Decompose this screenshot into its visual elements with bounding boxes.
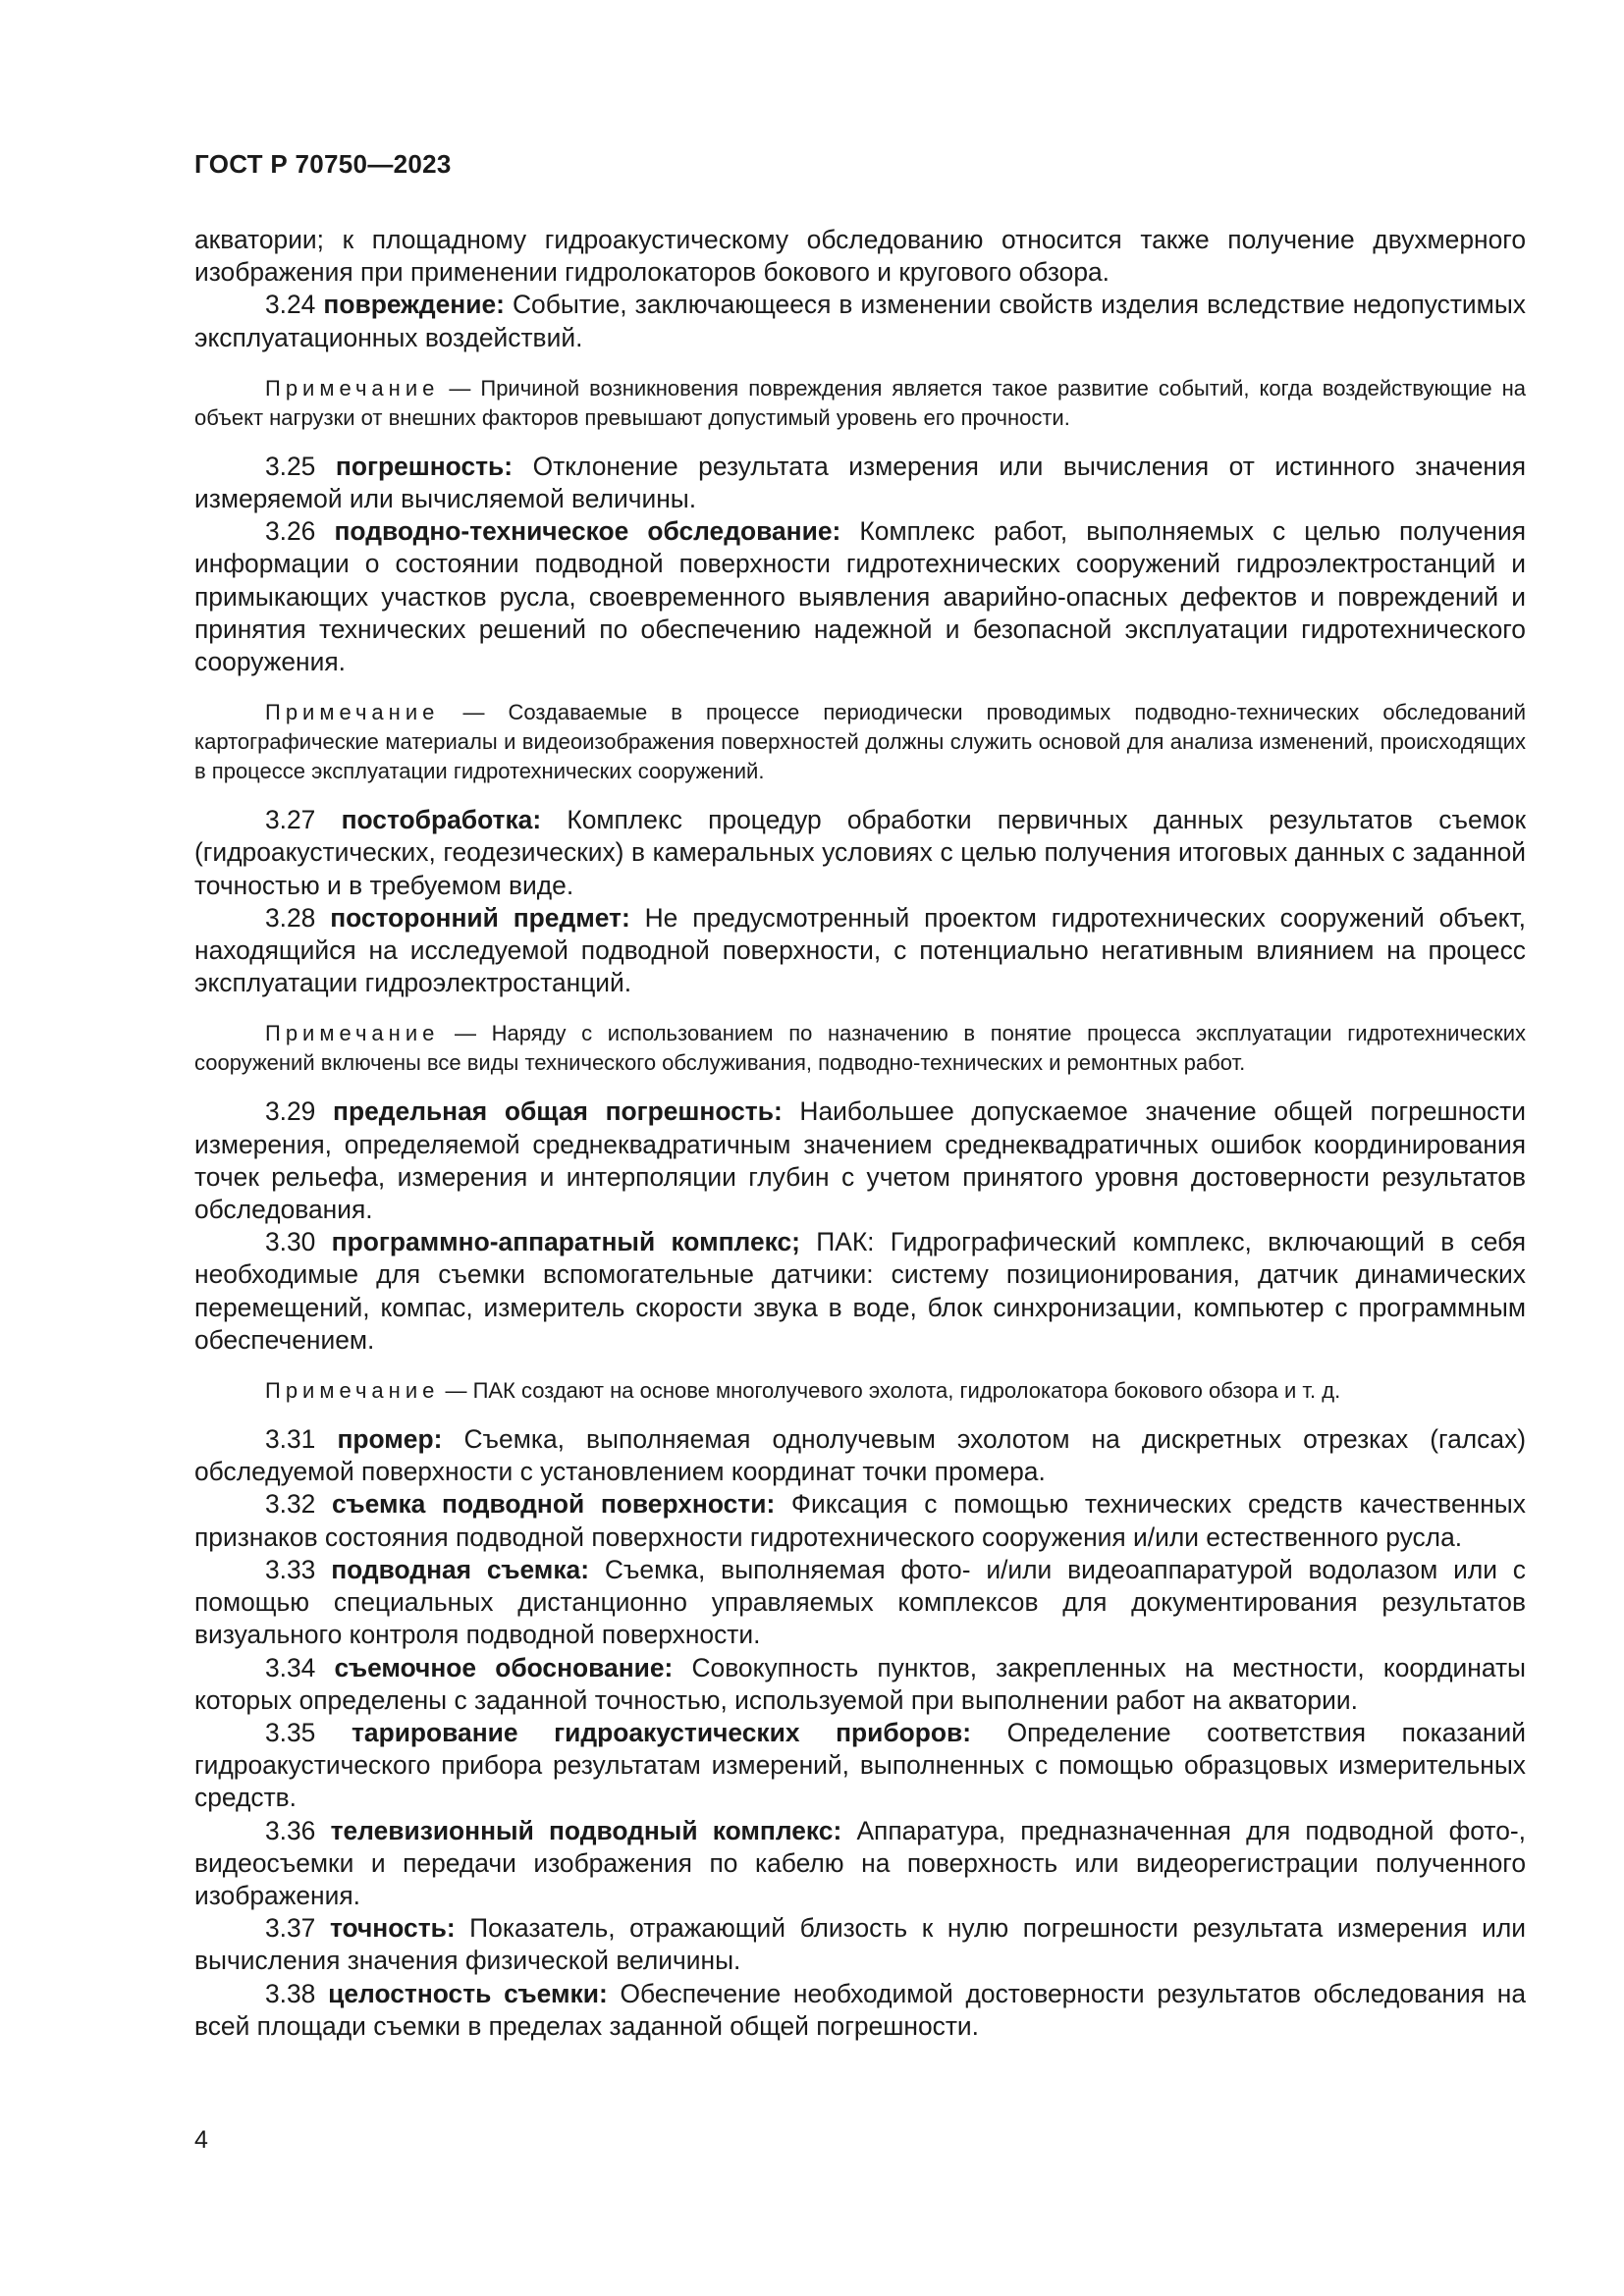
definition-text: Аппаратура, предназначенная для подводной фото-, видеосъемки и передачи изображения по кабелю на поверхность или видеорегистрации полученного изображения. (194, 1815, 1526, 1910)
note-label: Примечание (265, 700, 440, 725)
note-label: Примечание (265, 1021, 440, 1046)
note-text: — Создаваемые в процессе периодически проводимых подводно-технических обследований картографические материалы и видеоизображения поверхностей должны служить основой для анализа изменений, происходящих в процессе эксплуатации гидротехнических сооружений. (194, 700, 1526, 784)
definition-paragraph (194, 1488, 1526, 1553)
definition-paragraph (194, 1652, 1526, 1717)
definition-number: 3.25 (265, 451, 316, 481)
note-text: — Причиной возникновения повреждения является такое развитие событий, когда воздействующие на объект нагрузки от внешних факторов превышают допустимый уровень его прочности. (194, 375, 1526, 430)
document-body (194, 224, 1526, 2043)
definition-term: съемочное обоснование: (334, 1652, 674, 1682)
definition-number: 3.36 (265, 1815, 316, 1845)
definition-paragraph (194, 804, 1526, 902)
definition-number: 3.30 (265, 1227, 316, 1257)
note-text: — ПАК создают на основе многолучевого эхолота, гидролокатора бокового обзора и т. д. (439, 1378, 1341, 1404)
definition-term: постобработка: (341, 805, 542, 835)
definition-text: Съемка, выполняемая фото- и/или видеоаппаратурой водолазом или с помощью специальных дистанционно управляемых комплексов для документирования результатов визуального контроля подводной поверхности. (194, 1554, 1526, 1650)
definition-term: программно-аппаратный комплекс; (331, 1227, 800, 1257)
intro-paragraph: акватории; к площадному гидроакустическому обследованию относится также получение двухмерного изображения при применении гидролокаторов бокового и кругового обзора. (194, 225, 1526, 288)
definition-number: 3.29 (265, 1096, 316, 1127)
definition-term: подводно-техническое обследование: (334, 516, 841, 547)
definition-term: целостность съемки: (328, 1978, 608, 2008)
definition-term: промер: (337, 1424, 443, 1455)
definition-text: Комплекс процедур обработки первичных данных результатов съемок (гидроакустических, геодезических) в камеральных условиях с целью получения итоговых данных с заданной точностью и в требуемом виде. (194, 805, 1526, 900)
definition-paragraph (194, 1554, 1526, 1652)
definition-number: 3.27 (265, 805, 316, 835)
definition-term: повреждение: (323, 290, 505, 320)
note-paragraph (194, 374, 1526, 433)
definition-paragraph (194, 1095, 1526, 1226)
note-paragraph (194, 698, 1526, 786)
definition-paragraph (194, 1978, 1526, 2043)
definition-text: Съемка, выполняемая однолучевым эхолотом на дискретных отрезках (галсах) обследуемой поверхности с установлением координат точки промера. (194, 1424, 1526, 1487)
note-paragraph (194, 1376, 1526, 1406)
definition-number: 3.26 (265, 516, 316, 547)
definition-number: 3.28 (265, 902, 316, 933)
definition-paragraph (194, 1423, 1526, 1488)
definition-text: Фиксация с помощью технических средств качественных признаков состояния подводной поверхности гидротехнического сооружения и/или естественного русла. (194, 1489, 1526, 1552)
definition-text: ПАК: Гидрографический комплекс, включающий в себя необходимые для съемки вспомогательные датчики: систему позиционирования, датчик динамических перемещений, компас, измеритель скорости звука в воде, блок синхронизации, компьютер с программным обеспечением. (194, 1227, 1526, 1355)
note-label: Примечание (265, 375, 440, 400)
definition-paragraph (194, 902, 1526, 1000)
definition-text: Не предусмотренный проектом гидротехнических сооружений объект, находящийся на исследуемой подводной поверхности, с потенциально негативным влиянием на процесс эксплуатации гидроэлектростанций. (194, 902, 1526, 998)
definition-paragraph (194, 1717, 1526, 1815)
definition-number: 3.34 (265, 1652, 316, 1682)
definition-paragraph (194, 515, 1526, 678)
note-text: — Наряду с использованием по назначению в понятие процесса эксплуатации гидротехнических сооружений включены все виды технического обслуживания, подводно-технических и ремонтных работ. (194, 1021, 1526, 1076)
definition-text: Обеспечение необходимой достоверности результатов обследования на всей площади съемки в пределах заданной общей погрешности. (194, 1978, 1527, 2041)
definition-term: предельная общая погрешность: (333, 1096, 783, 1127)
page-number: 4 (194, 2126, 208, 2154)
definition-paragraph (194, 1815, 1526, 1913)
definition-term: тарирование гидроакустических приборов: (351, 1717, 972, 1747)
definition-number: 3.32 (265, 1489, 316, 1520)
definition-number: 3.33 (265, 1554, 316, 1584)
note-paragraph (194, 1019, 1526, 1078)
definition-number: 3.37 (265, 1913, 316, 1944)
note-label: Примечание (265, 1378, 440, 1404)
definition-term: съемка подводной поверхности: (332, 1489, 776, 1520)
definition-number: 3.24 (265, 290, 316, 320)
definition-text: Показатель, отражающий близость к нулю погрешности результата измерения или вычисления значения физической величины. (194, 1913, 1526, 1976)
definition-text: Отклонение результата измерения или вычисления от истинного значения измеряемой или вычисляемой величины. (194, 451, 1526, 514)
definition-term: посторонний предмет: (330, 902, 630, 933)
definitions-list (194, 289, 1526, 2043)
document-header: ГОСТ Р 70750—2023 (194, 149, 452, 179)
definition-paragraph (194, 289, 1526, 353)
definition-text: Определение соответствия показаний гидроакустического прибора результатам измерений, выполненных с помощью образцовых измерительных средств. (194, 1717, 1526, 1813)
definition-paragraph (194, 1226, 1526, 1357)
definition-paragraph (194, 451, 1526, 515)
definition-text: Событие, заключающееся в изменении свойств изделия вследствие недопустимых эксплуатационных воздействий. (194, 290, 1526, 352)
definition-number: 3.35 (265, 1717, 316, 1747)
definition-text: Комплекс работ, выполняемых с целью получения информации о состоянии подводной поверхности гидротехнических сооружений гидроэлектростанций и примыкающих участков русла, своевременного выявления аварийно-опасных дефектов и повреждений и принятия технических решений по обеспечению надежной и безопасной эксплуатации гидротехнического сооружения. (194, 516, 1526, 677)
definition-number: 3.38 (265, 1978, 316, 2008)
definition-term: подводная съемка: (331, 1554, 590, 1584)
definition-text: Наибольшее допускаемое значение общей погрешности измерения, определяемой среднеквадратичным значением среднеквадратичных ошибок координирования точек рельефа, измерения и интерполяции глубин с учетом принятого уровня достоверности результатов обследования. (194, 1096, 1526, 1225)
definition-paragraph (194, 1912, 1526, 1977)
definition-term: погрешность: (335, 451, 514, 481)
definition-term: точность: (329, 1913, 456, 1944)
definition-number: 3.31 (265, 1424, 316, 1455)
definition-text: Совокупность пунктов, закрепленных на местности, координаты которых определены с заданной точностью, используемой при выполнении работ на акватории. (194, 1652, 1526, 1715)
definition-term: телевизионный подводный комплекс: (330, 1815, 842, 1845)
